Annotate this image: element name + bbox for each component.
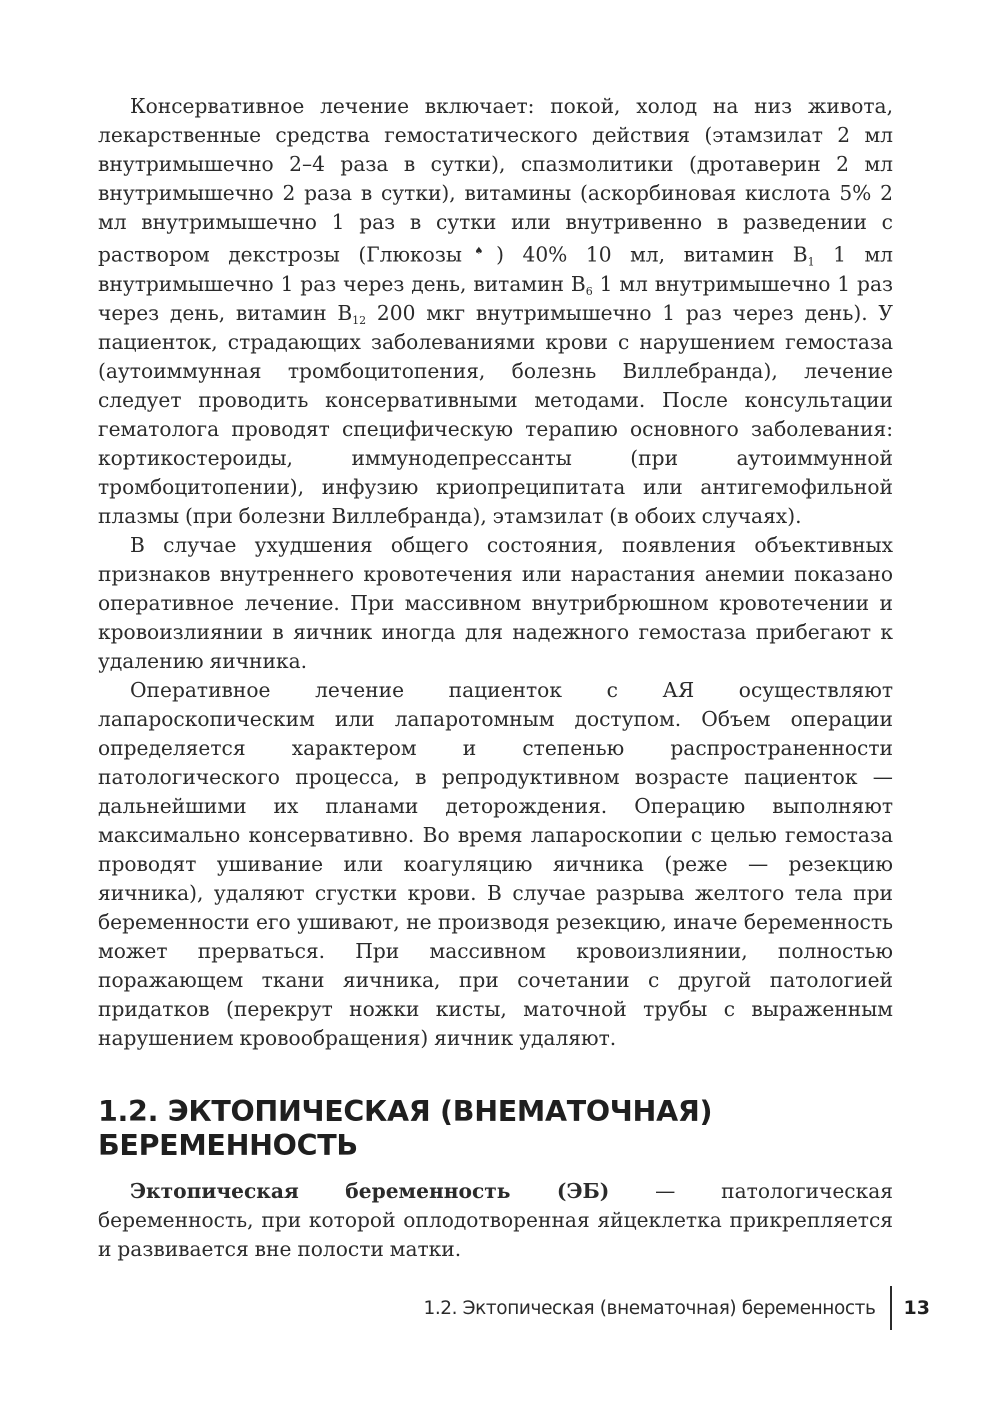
definition-term: Эктопическая беременность (ЭБ) <box>130 1178 610 1203</box>
paragraph-text: ) 40% 10 мл, витамин B <box>496 242 808 267</box>
paragraph-definition <box>98 1177 893 1264</box>
vitamin-subscript: 6 <box>585 284 593 298</box>
paragraph-conservative-treatment <box>98 92 893 531</box>
paragraph-text: Консервативное лечение включает: покой, холод на низ живота, лекарственные средства гемостатического действия (этамзилат 2 мл внутримышечно 2–4 раза в сутки), спазмолитики (дротаверин 2 мл внутримышечно 2 раза в сутки), витамины (аскорбиновая кислота 5% 2 мл внутримышечно 1 раз в сутки или внутривенно в разведении с раствором декстрозы (Глюкозы <box>98 94 893 267</box>
paragraph-text: 1 мл внутримышечно 1 раз через день, витамин B <box>98 271 893 325</box>
page-footer <box>98 1286 930 1330</box>
paragraph-text: — патологическая беременность, при которой оплодотворенная яйцеклетка прикрепляется и развивается вне полости матки. <box>98 1178 893 1261</box>
section-heading: 1.2. ЭКТОПИЧЕСКАЯ (ВНЕМАТОЧНАЯ) БЕРЕМЕННОСТЬ <box>98 1094 713 1162</box>
paragraph-surgical-treatment: Оперативное лечение пациенток с АЯ осуществляют лапароскопическим или лапаротомным доступом. Объем операции определяется характером и степенью распространенности патологического процесса, в репродуктивном возрасте пациенток — дальнейшими их планами деторождения. Операцию выполняют максимально консервативно. Во время лапароскопии с целью гемостаза проводят ушивание или коагуляцию яичника (реже — резекцию яичника), удаляют сгустки крови. В случае разрыва желтого тела при беременности его ушивают, не производя резекцию, иначе беременность может прерваться. При массивном кровоизлиянии, полностью поражающем ткани яичника, при сочетании с другой патологией придатков (перекрут ножки кисты, маточной трубы с выраженным нарушением кровообращения) яичник удаляют. <box>98 677 893 1050</box>
running-title: 1.2. Эктопическая (внематочная) беременность <box>423 1297 876 1319</box>
registered-drug-mark: ♠ <box>461 246 497 257</box>
vitamin-subscript: 12 <box>352 313 367 327</box>
vitamin-subscript: 1 <box>807 255 815 269</box>
paragraph-text: 200 мкг внутримышечно 1 раз через день). У пациенток, страдающих заболеваниями крови с нарушением гемостаза (аутоиммунная тромбоцитопения, болезнь Виллебранда), лечение следует проводить консервативными методами. После консультации гематолога проводят специфическую терапию основного заболевания: кортикостероиды, иммунодепрессанты (при аутоиммунной тромбоцитопении), инфузию криопреципитата или антигемофильной плазмы (при болезни Виллебранда), этамзилат (в обоих случаях). <box>98 300 894 528</box>
paragraph-text: 1 мл внутримышечно 1 раз через день, витамин B <box>98 242 893 296</box>
page-body <box>98 92 893 1264</box>
paragraph-surgical-indication: В случае ухудшения общего состояния, появления объективных признаков внутреннего кровотечения или нарастания анемии показано оперативное лечение. При массивном внутрибрюшном кровотечении и кровоизлиянии в яичник иногда для надежного гемостаза прибегают к удалению яичника. <box>98 532 893 673</box>
page-number: 13 <box>903 1297 930 1319</box>
